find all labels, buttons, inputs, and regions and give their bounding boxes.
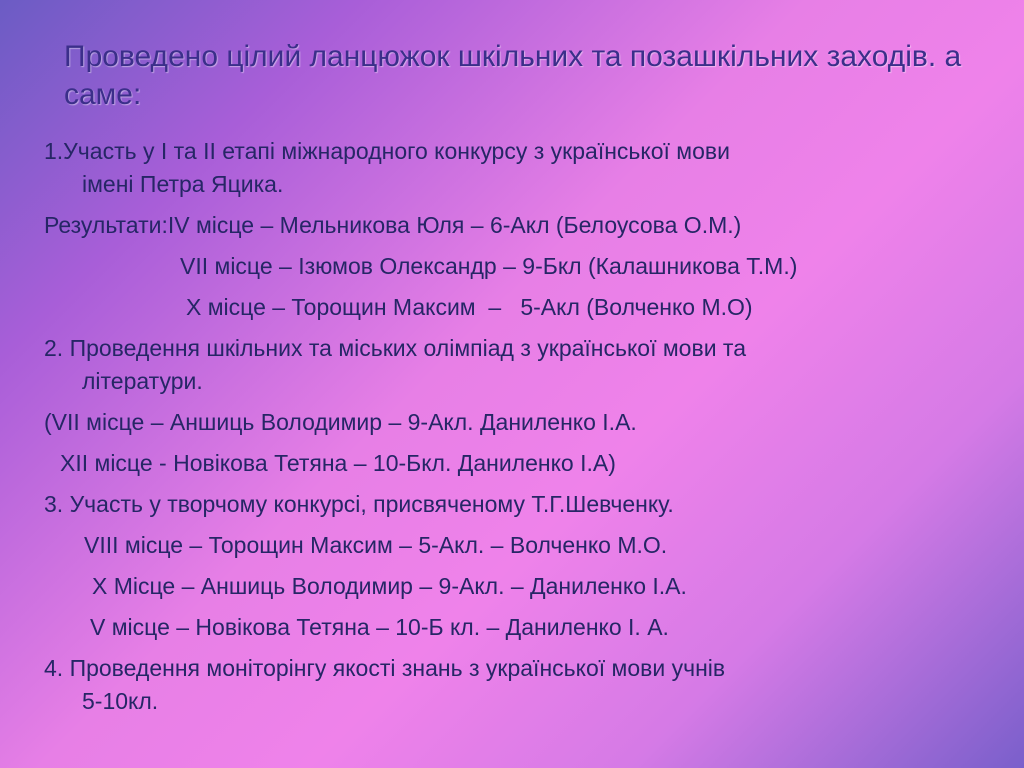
results-line-2: VІІ місце – Ізюмов Олександр – 9-Бкл (Калашникова Т.М.) — [180, 253, 798, 279]
slide-title: Проведено цілий ланцюжок шкільних та позашкільних заходів. а саме: — [64, 40, 962, 111]
item-1-line-1: 1.Участь у І та ІІ етапі міжнародного конкурсу з української мови — [44, 138, 730, 164]
item-4-line-2: 5-10кл. — [82, 688, 159, 714]
item-2-line-1: 2. Проведення шкільних та міських олімпіад з української мови та — [44, 335, 746, 361]
contest-result-1: VІІІ місце – Торощин Максим – 5-Акл. – Волченко М.О. — [84, 532, 668, 558]
item-3-line-1: 3. Участь у творчому конкурсі, присвяченому Т.Г.Шевченку. — [44, 491, 674, 517]
contest-result-2: Х Місце – Аншиць Володимир – 9-Акл. – Даниленко І.А. — [92, 573, 687, 599]
item-1-line-2: імені Петра Яцика. — [82, 171, 284, 197]
olympiad-result-2: ХІІ місце - Новікова Тетяна – 10-Бкл. Даниленко І.А) — [60, 450, 616, 476]
contest-result-3: V місце – Новікова Тетяна – 10-Б кл. – Даниленко І. А. — [90, 614, 669, 640]
item-4-line-1: 4. Проведення моніторінгу якості знань з української мови учнів — [44, 655, 726, 681]
slide-content — [44, 135, 994, 718]
olympiad-result-1: (VІІ місце – Аншиць Володимир – 9-Акл. Даниленко І.А. — [44, 409, 637, 435]
item-2-line-2: літератури. — [82, 368, 203, 394]
results-line-3: Х місце – Торощин Максим – 5-Акл (Волченко М.О) — [186, 294, 753, 320]
results-line-1: Результати:ІV місце – Мельникова Юля – 6-Акл (Белоусова О.М.) — [44, 212, 742, 238]
